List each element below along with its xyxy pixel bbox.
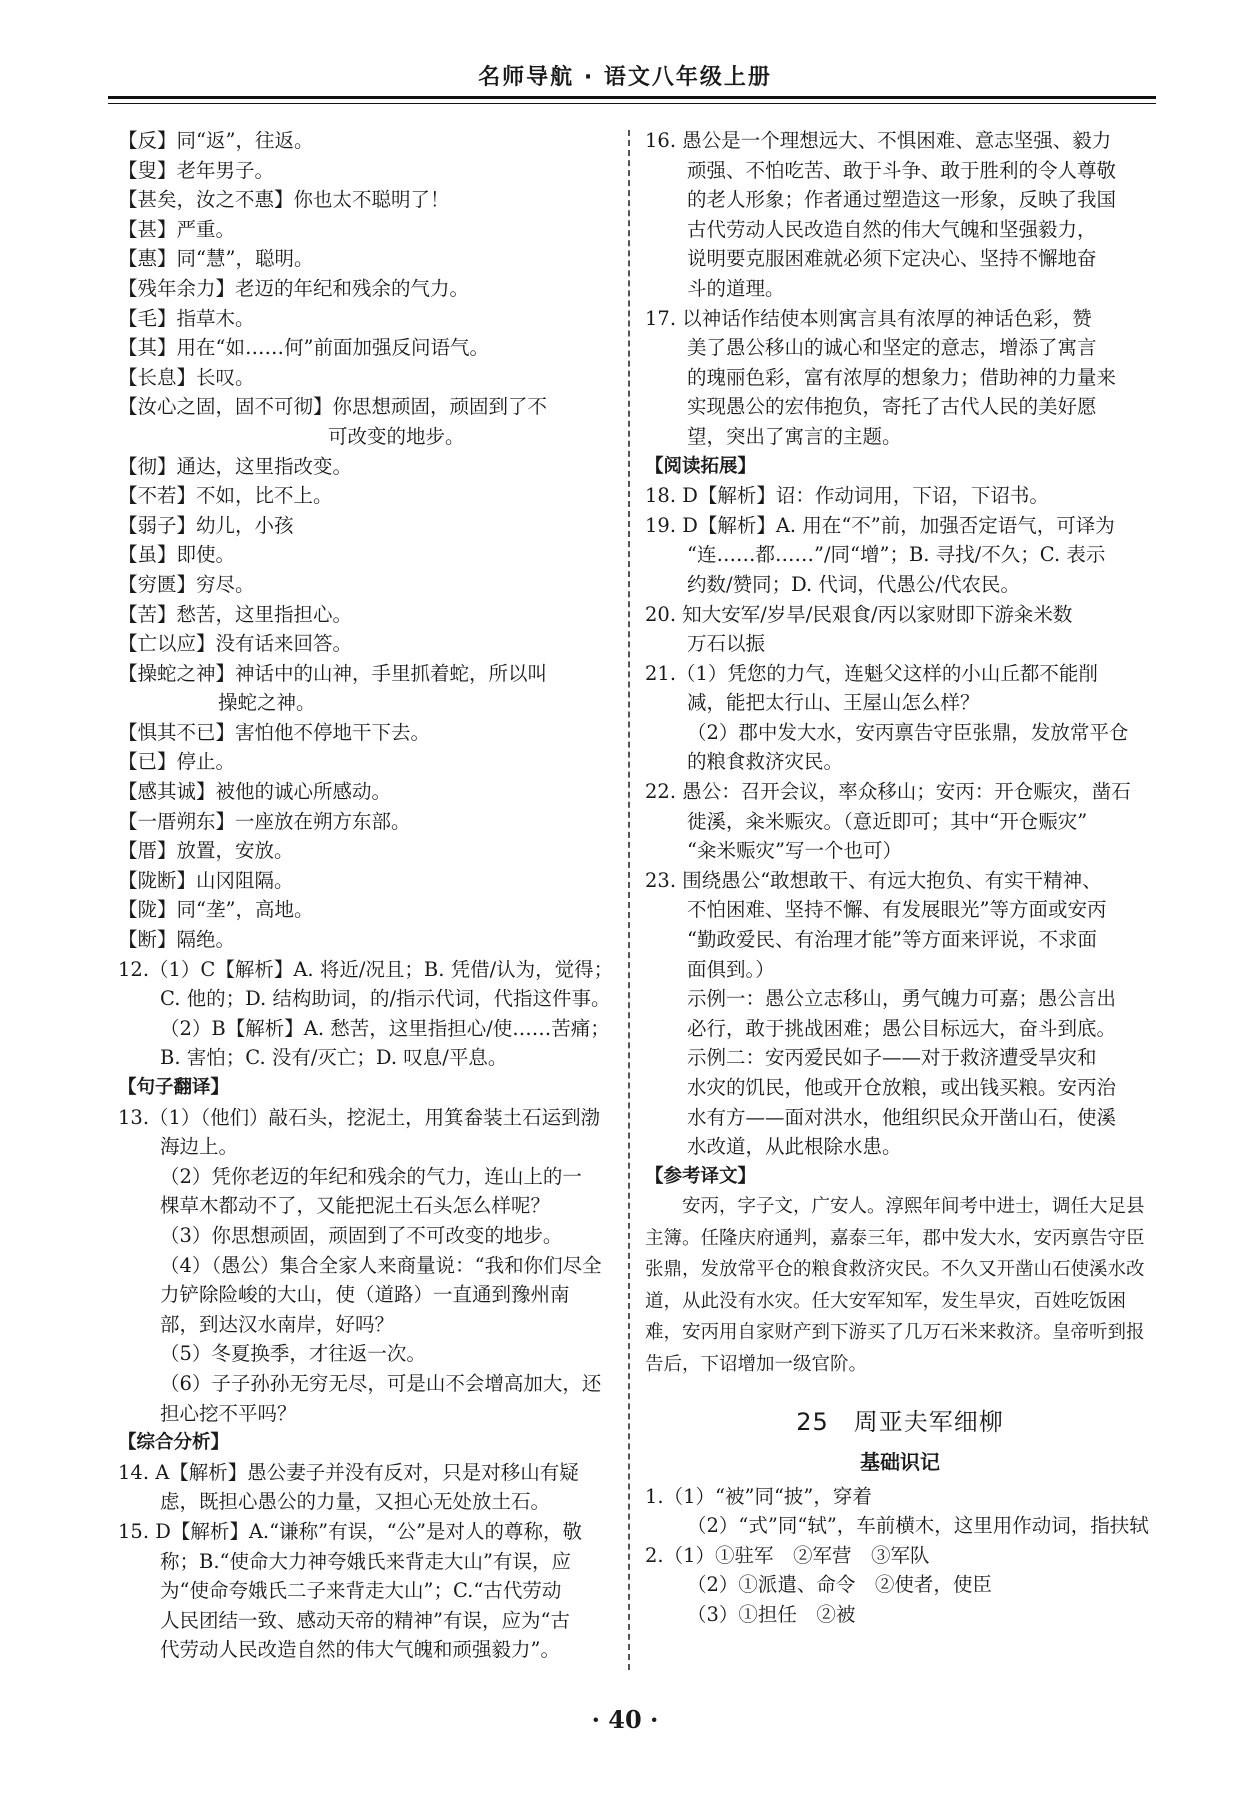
section-heading: 【阅读拓展】 bbox=[645, 455, 757, 477]
text-line: 【操蛇之神】神话中的山神，手里抓着蛇，所以叫 bbox=[118, 661, 548, 685]
text-line: 12.（1）C【解析】A. 将近/况且；B. 凭借/认为，觉得； bbox=[118, 957, 614, 981]
text-line: “连……都……”/同“增”；B. 寻找/不久；C. 表示 bbox=[687, 543, 1106, 567]
text-line: 可改变的地步。 bbox=[328, 424, 465, 448]
text-line: C. 他的；D. 结构助词，的/指示代词，代指这件事。 bbox=[160, 987, 611, 1011]
text-line: 力铲除险峻的大山，使（道路）一直通到豫州南 bbox=[160, 1283, 570, 1307]
text-line: 望，突出了寓言的主题。 bbox=[687, 424, 902, 448]
text-line: 的瑰丽色彩，富有浓厚的想象力；借助神的力量来 bbox=[687, 365, 1117, 389]
text-line: 【已】停止。 bbox=[118, 750, 236, 774]
text-line: （2）凭你老迈的年纪和残余的气力，连山上的一 bbox=[160, 1164, 582, 1188]
text-line: 【其】用在“如……何”前面加强反问语气。 bbox=[118, 336, 489, 360]
section-heading: 【句子翻译】 bbox=[118, 1077, 230, 1098]
text-line: 说明要克服困难就必须下定决心、坚持不懈地奋 bbox=[687, 247, 1097, 271]
text-line: 的老人形象；作者通过塑造这一形象，反映了我国 bbox=[687, 188, 1117, 212]
text-line: 【惠】同“慧”，聪明。 bbox=[118, 247, 314, 271]
text-line: 【弱子】幼儿，小孩 bbox=[118, 513, 294, 537]
page-header: 名师导航 · 语文八年级上册 bbox=[478, 65, 772, 90]
text-line: 部，到达汉水南岸，好吗？ bbox=[160, 1312, 395, 1336]
column-divider bbox=[628, 130, 630, 1670]
text-line: 水灾的饥民，他或开仓放粮，或出钱买粮。安丙治 bbox=[687, 1076, 1117, 1099]
text-line: 【苦】愁苦，这里指担心。 bbox=[118, 602, 353, 626]
text-line: 【虽】即使。 bbox=[118, 543, 236, 567]
text-line: 23. 围绕愚公“敢想敢干、有远大抱负、有实干精神、 bbox=[645, 868, 1102, 892]
text-line: 示例二：安丙爱民如子——对于救济遭受旱灾和 bbox=[687, 1046, 1097, 1070]
text-line: 17. 以神话作结使本则寓言具有浓厚的神话色彩，赞 bbox=[645, 306, 1092, 330]
header-rule-thick bbox=[108, 96, 1156, 99]
text-line: （3）你思想顽固，顽固到了不可改变的地步。 bbox=[160, 1223, 563, 1247]
text-line: 斗的道理。 bbox=[687, 276, 785, 300]
text-line: 22. 愚公：召开会议，率众移山；安丙：开仓赈灾，凿石 bbox=[645, 780, 1131, 804]
text-line: 【甚】严重。 bbox=[118, 217, 236, 241]
text-line: 【彻】通达，这里指改变。 bbox=[118, 454, 353, 478]
text-line: 16. 愚公是一个理想远大、不惧困难、意志坚强、毅力 bbox=[645, 129, 1112, 152]
text-line: 18. D【解析】诏：作动词用，下诏，下诏书。 bbox=[645, 484, 1049, 508]
text-line: 【陇】同“垄”，高地。 bbox=[118, 898, 314, 922]
text-line: 【长息】长叹。 bbox=[118, 365, 255, 389]
text-line: 2.（1）①驻军 ②军营 ③军队 bbox=[645, 1543, 930, 1567]
text-line: 代劳动人民改造自然的伟大气魄和顽强毅力”。 bbox=[160, 1638, 560, 1662]
text-line: 水改道，从此根除水患。 bbox=[687, 1135, 902, 1159]
text-line: “勤政爱民、有治理才能”等方面来评说，不求面 bbox=[687, 928, 1097, 952]
text-line: 【厝】放置，安放。 bbox=[118, 839, 294, 863]
text-line: 【甚矣，汝之不惠】你也太不聪明了！ bbox=[118, 188, 450, 212]
text-line: 约数/赞同；D. 代词，代愚公/代农民。 bbox=[687, 572, 1020, 596]
text-line: 1.（1）“被”同“披”，穿着 bbox=[645, 1484, 872, 1508]
text-line: 【断】隔绝。 bbox=[118, 928, 236, 952]
text-line: 徙溪，籴米赈灾。（意近即可；其中“开仓赈灾” bbox=[687, 809, 1088, 833]
text-line: （6）子子孙孙无穷无尽，可是山不会增高加大，还 bbox=[160, 1371, 602, 1395]
text-line: 【穷匮】穷尽。 bbox=[118, 572, 255, 596]
lesson-section-heading: 基础识记 bbox=[860, 1449, 940, 1474]
text-line: 海边上。 bbox=[160, 1135, 239, 1159]
text-line: （2）“式”同“轼”，车前横木，这里用作动词，指扶轼 bbox=[687, 1514, 1149, 1538]
text-line: B. 害怕；C. 没有/灭亡；D. 叹息/平息。 bbox=[160, 1046, 508, 1070]
text-line: 20. 知大安军/岁旱/民艰食/丙以家财即下游籴米数 bbox=[645, 602, 1073, 626]
text-line: 【感其诚】被他的诚心所感动。 bbox=[118, 780, 392, 804]
text-line: 【汝心之固，固不可彻】你思想顽固，顽固到了不 bbox=[118, 395, 548, 419]
text-line: 古代劳动人民改造自然的伟大气魄和坚强毅力， bbox=[687, 217, 1097, 241]
text-line: 【残年余力】老迈的年纪和残余的气力。 bbox=[118, 276, 470, 300]
text-line: 操蛇之神。 bbox=[218, 691, 316, 715]
reference-translation bbox=[645, 1191, 1155, 1380]
text-line: 15. D【解析】A.“谦称”有误，“公”是对人的尊称，敬 bbox=[118, 1519, 583, 1543]
text-line: 【毛】指草木。 bbox=[118, 306, 255, 330]
header-rule-thin bbox=[108, 103, 1156, 104]
lesson-title: 25 周亚夫军细柳 bbox=[796, 1408, 1004, 1437]
translation-text: 安丙，字子文，广安人。淳熙年间考中进士，调任大足县主簿。任隆庆府通判，嘉泰三年，郡中发大水，安丙禀告守臣张鼎，发放常平仓的粮食救济灾民。不久又开凿山石使溪水改道，从此没有水灾。任大安军知军，发生旱灾，百姓吃饭困难，安丙用自家财产到下游买了几万石米来救济。皇帝听到报告后，下诏增加一级官阶。 bbox=[645, 1196, 1145, 1375]
text-line: 示例一：愚公立志移山，勇气魄力可嘉；愚公言出 bbox=[687, 987, 1117, 1011]
text-line: 【陇断】山冈阻隔。 bbox=[118, 868, 294, 892]
text-line: “籴米赈灾”写一个也可） bbox=[687, 839, 902, 863]
text-line: 美了愚公移山的诚心和坚定的意志，增添了寓言 bbox=[687, 336, 1097, 360]
text-line: 19. D【解析】A. 用在“不”前，加强否定语气，可译为 bbox=[645, 513, 1115, 537]
text-line: 水有方——面对洪水，他组织民众开凿山石，使溪 bbox=[687, 1105, 1117, 1129]
text-line: 减，能把太行山、王屋山怎么样？ bbox=[687, 691, 980, 715]
text-line: 【惧其不已】害怕他不停地干下去。 bbox=[118, 720, 431, 744]
text-line: 的粮食救济灾民。 bbox=[687, 750, 844, 774]
text-line: 棵草木都动不了，又能把泥土石头怎么样呢？ bbox=[160, 1194, 551, 1218]
text-line: 面俱到。） bbox=[687, 957, 775, 981]
text-line: 【不若】不如，比不上。 bbox=[118, 484, 333, 508]
text-line: 【一厝朔东】一座放在朔方东部。 bbox=[118, 809, 411, 833]
text-line: 为“使命夸娥氏二子来背走大山”；C.“古代劳动 bbox=[160, 1579, 562, 1603]
text-line: （3）①担任 ②被 bbox=[687, 1602, 856, 1626]
text-line: 担心挖不平吗？ bbox=[160, 1401, 297, 1425]
text-line: （4）（愚公）集合全家人来商量说：“我和你们尽全 bbox=[160, 1253, 602, 1277]
text-line: 【反】同“返”，往返。 bbox=[118, 129, 314, 152]
text-line: 人民团结一致、感动天帝的精神”有误，应为“古 bbox=[160, 1608, 570, 1632]
section-heading: 【综合分析】 bbox=[118, 1432, 230, 1454]
text-line: （2）B【解析】A. 愁苦，这里指担心/使……苦痛； bbox=[160, 1016, 610, 1040]
text-line: 称；B.“使命大力神夸娥氏来背走大山”有误，应 bbox=[160, 1549, 571, 1573]
text-line: 实现愚公的宏伟抱负，寄托了古代人民的美好愿 bbox=[687, 395, 1097, 419]
text-line: 万石以振 bbox=[687, 632, 766, 656]
text-line: 【叟】老年男子。 bbox=[118, 158, 275, 182]
text-line: 【亡以应】没有话来回答。 bbox=[118, 632, 353, 656]
section-heading: 【参考译文】 bbox=[645, 1165, 757, 1187]
right-column bbox=[645, 126, 1155, 1630]
text-line: （5）冬夏换季，才往返一次。 bbox=[160, 1342, 426, 1366]
text-line: 不怕困难、坚持不懈、有发展眼光”等方面或安丙 bbox=[687, 898, 1107, 922]
text-line: 顽强、不怕吃苦、敢于斗争、敢于胜利的令人尊敬 bbox=[687, 158, 1117, 182]
text-line: 必行，敢于挑战困难；愚公目标远大，奋斗到底。 bbox=[687, 1016, 1117, 1040]
page-number: · 40 · bbox=[591, 1705, 659, 1734]
text-line: 13.（1）（他们）敲石头，挖泥土，用箕畚装土石运到渤 bbox=[118, 1105, 601, 1129]
text-line: （2）郡中发大水，安丙禀告守臣张鼎，发放常平仓 bbox=[687, 720, 1129, 744]
text-line: 虑，既担心愚公的力量，又担心无处放土石。 bbox=[160, 1490, 551, 1514]
left-column bbox=[118, 126, 613, 1665]
text-line: （2）①派遣、命令 ②使者，使臣 bbox=[687, 1573, 992, 1597]
text-line: 21.（1）凭您的力气，连魁父这样的小山丘都不能削 bbox=[645, 661, 1098, 685]
text-line: 14. A【解析】愚公妻子并没有反对，只是对移山有疑 bbox=[118, 1460, 579, 1484]
